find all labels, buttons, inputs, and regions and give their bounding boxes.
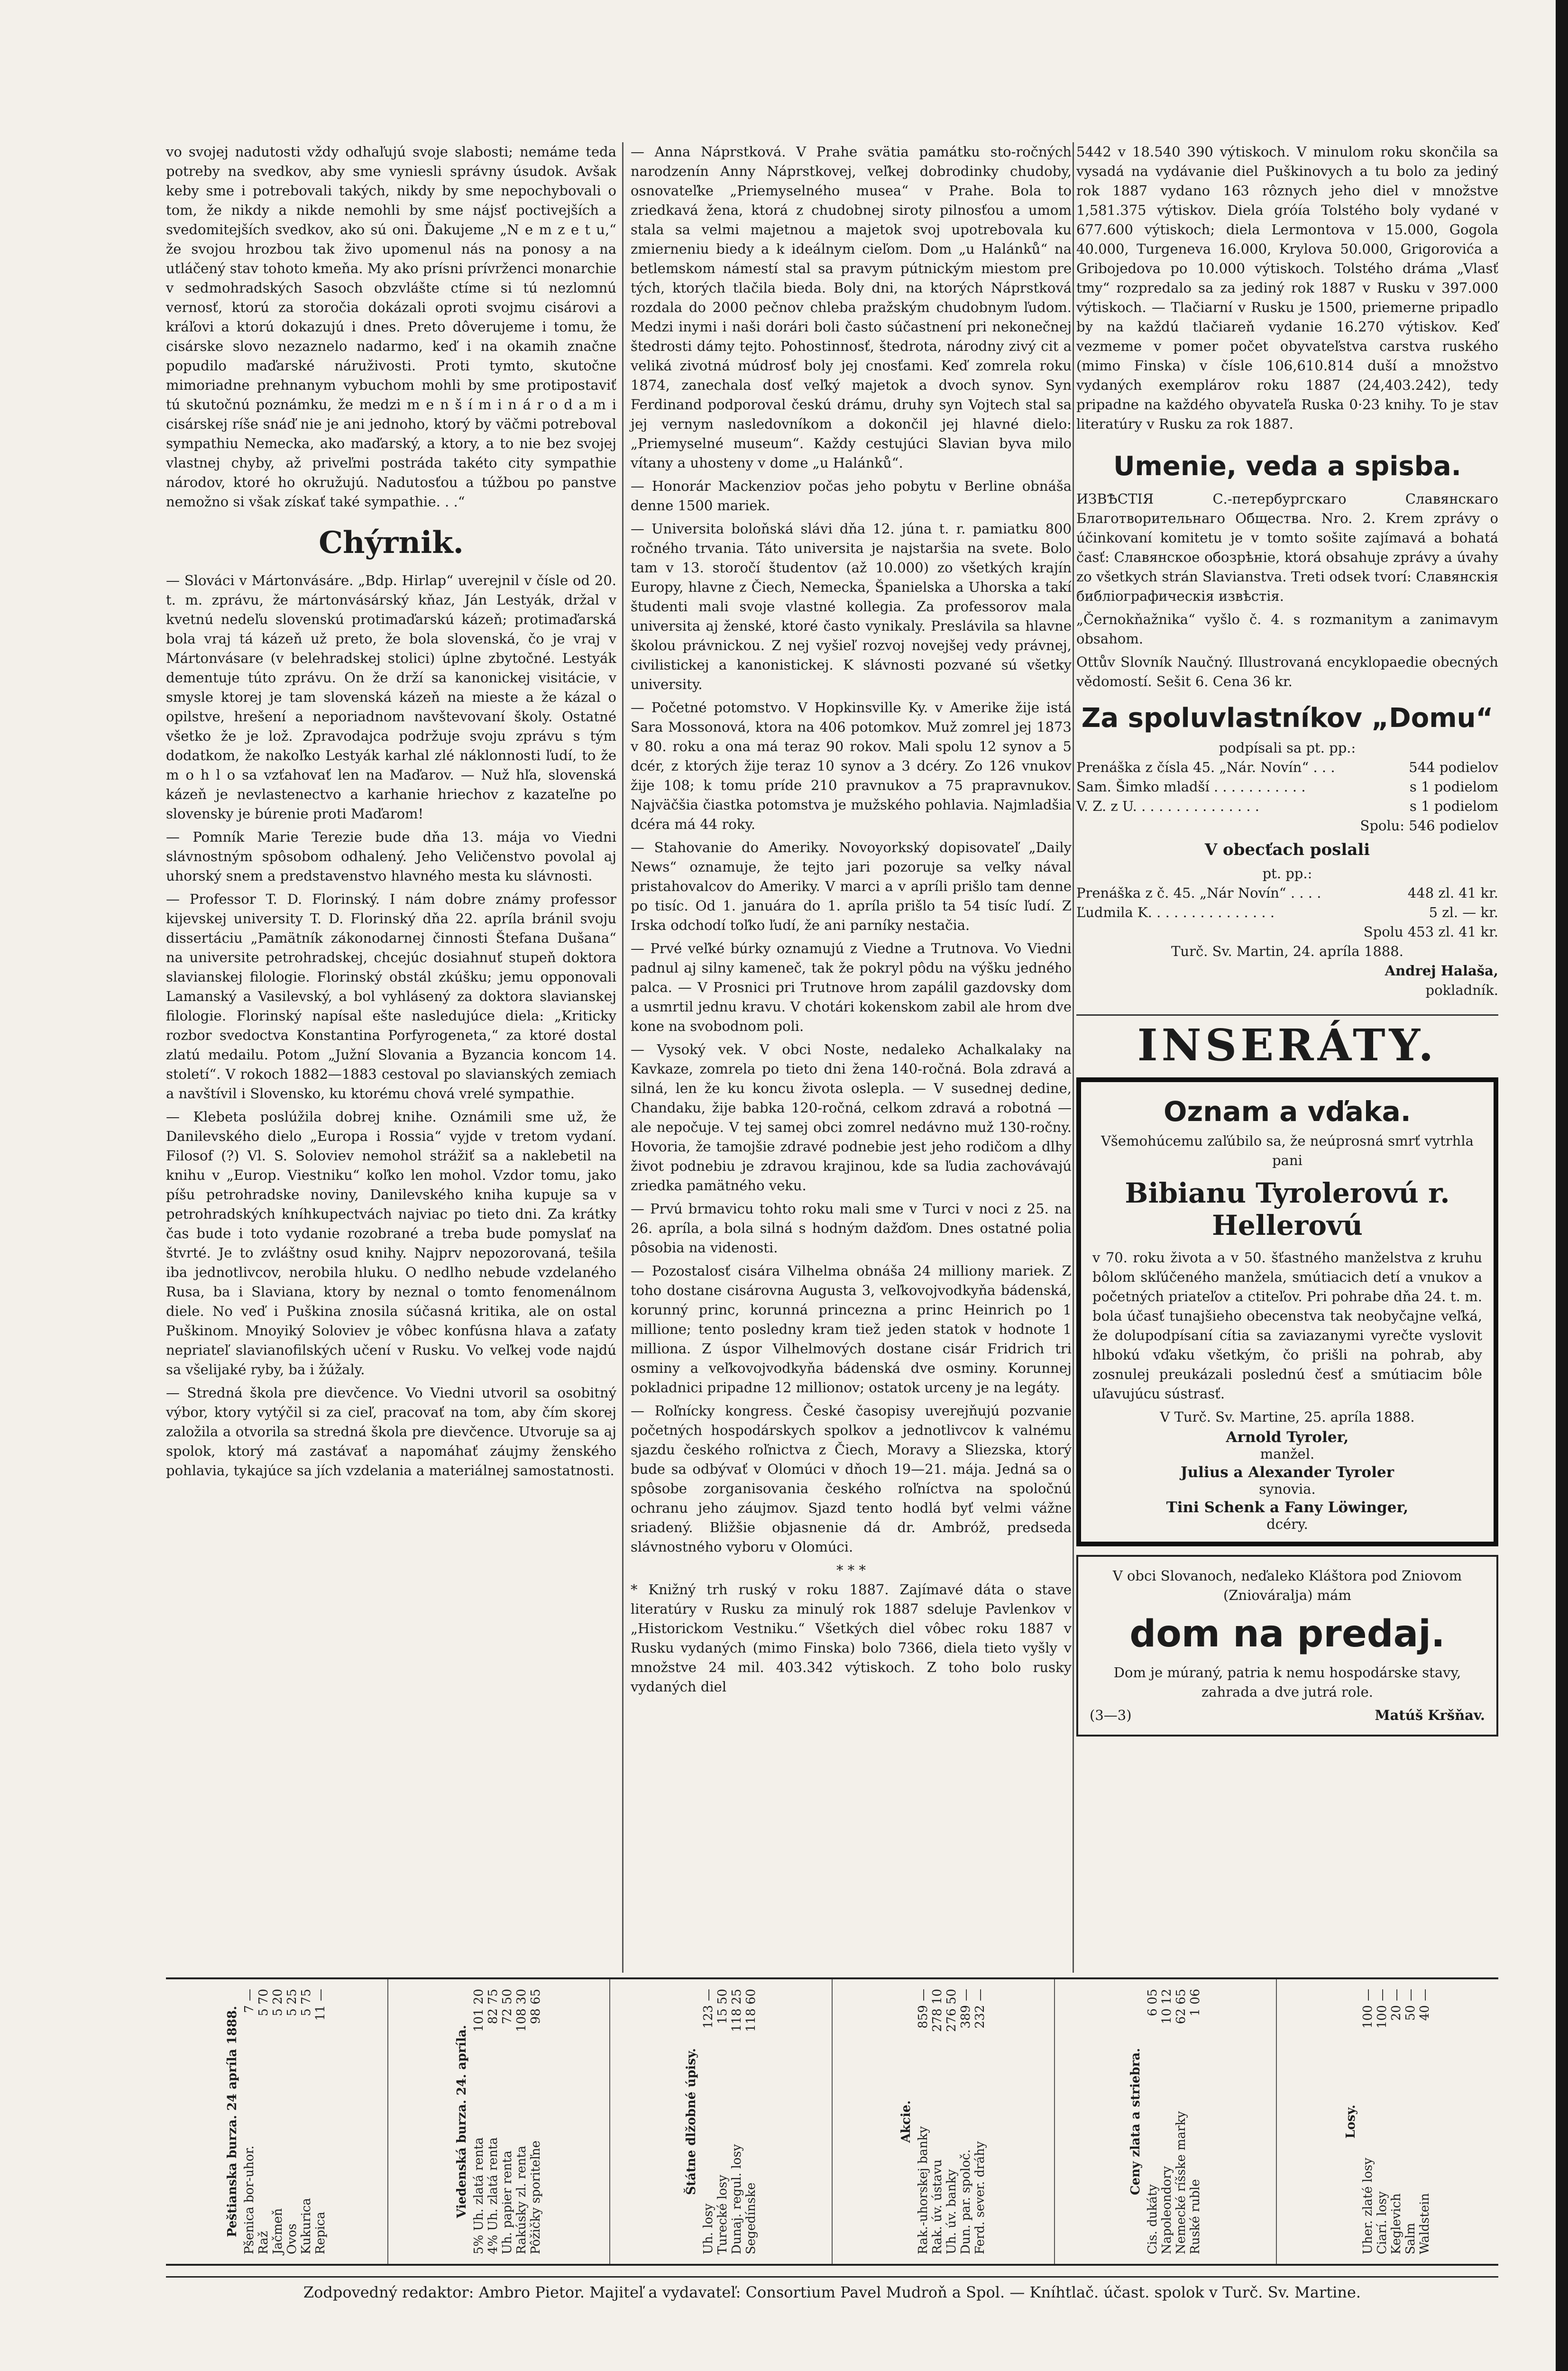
market-row [1418, 1989, 1432, 2254]
advert-name: Bibianu Tyrolerovú r. Hellerovú [1125, 1177, 1450, 1241]
list-item [1076, 777, 1498, 797]
news-item: — Slováci v Mártonvásáre. „Bdp. Hirlap“ uverejnil v čísle od 20. t. m. zprávu, že mártonvásárský kňaz, Ján Lestyák, držal v kvetnú nedeľu slovenskú protimaďarskú kázeň; protimaďarská bola vraj tá kázeň už preto, že bola slovenská, čo je vraj v Mártonvásare (v belehradskej stolici) úplne zbytočné. Lestyák dementuje túto zprávu. On že drží sa kanonickej visitácie, v smysle ktorej je tam slovenská kázeň na mieste a že kázal o opilstve, hrešení a neporiadnom navštevovaní školy. Ostatné všetko že je lož. Zpravodajca podržuje svoju zprávu s tým dodatkom, že nakoľko Lestyák karhal zlé náklonnosti ľudí, to že m o h l o sa vzťahovať len na Maďarov. — Nuž hľa, slovenská kázeň je nevlastenectvo a karhanie hriechov z kazateľne po slovensky je búrenie proti Maďarom! [166, 572, 616, 822]
market-row-label: Ovos [285, 2224, 300, 2254]
news-item: — Professor T. D. Florinský. I nám dobre známy professor kijevskej university T. D. Florinský dňa 22. apríla bránil svoju dissertáciu „Pamätník zákonodarnej činnosti Štefana Dušana“ na universite petrohradskej, chcejúc dosiahnuť stupeň doktora slavianskej filologie. Florinský obstál zkúšku; jemu opponovali Lamanský a Vasilevský, a bol vyhlásený za doktora slavianskej filologie. Florinský napísal ešte nasledujúce diela: „Kriticky rozbor svedoctva Konstantina Porfyrogeneta,“ za ktoré dostal zlatú medailu. Potom „Južní Slovania a Byzancia koncom 14. století“. V rokoch 1882—1883 cestoval po slavianských zemiach a navštívil i Slovensko, ku ktorému chová vrelé sympathie. [166, 891, 616, 1102]
market-column-title: Štátne dlžobné úpisy. [684, 2048, 698, 2195]
advert-signer: Julius a Alexander Tyroler [1180, 1464, 1394, 1481]
column-middle [631, 142, 1072, 1700]
total: Spolu: 546 podielov [1360, 818, 1498, 834]
row-value: 448 zl. 41 kr. [1407, 885, 1498, 901]
advert-signer-role: manžel. [1260, 1446, 1315, 1462]
section-heading-dom: Za spoluvlastníkov „Domu“ [1081, 703, 1494, 734]
review-item: Ottův Slovník Naučný. Illustrovaná encyklopaedie obecných vědomostí. Sešit 6. Cena 36 kr. [1076, 654, 1498, 689]
market-column [1277, 1979, 1498, 2264]
section-heading-inseraty: INSERÁTY. [1076, 1014, 1498, 1071]
market-row-value: 82 75 [486, 1989, 500, 2024]
column-rule [622, 142, 624, 1973]
market-row-value: 20 — [1389, 1989, 1403, 2021]
list-item [1076, 903, 1498, 922]
advert-intro: Všemohúcemu zaľúbilo sa, že neúprosná smrť vytrhla pani [1101, 1133, 1474, 1168]
market-row [1389, 1989, 1403, 2254]
market-row-label: Turecké losy [715, 2175, 730, 2254]
market-row-label: Ferd. sever. dráhy [973, 2141, 988, 2254]
market-row-value: 100 — [1375, 1989, 1389, 2029]
market-row-value: 276 50 [944, 1989, 959, 2032]
market-column-title: Ceny zlata a striebra. [1128, 2048, 1143, 2196]
signer: Andrej Halaša, [1385, 963, 1498, 979]
page-edge [1556, 0, 1568, 2371]
column-right [1076, 142, 1498, 1737]
market-row [744, 1989, 758, 2254]
market-row [973, 1989, 987, 2254]
market-row-label: Rakúsky zl. renta [514, 2145, 529, 2254]
market-row-label: Repica [313, 2212, 328, 2254]
market-row-value: 118 60 [743, 1989, 758, 2032]
news-item: * Knižný trh ruský v roku 1887. Zajímavé dáta o stave literatúry v Rusku za minulý rok 1887 sdeluje Pavlenkov v „Historickom Vestniku.“ Všetkých diel vôbec roku 1887 v Rusku vydaných (mimo Finska) bolo 7366, diela tieto vyšly v množstve 24 mil. 403.342 výtiskoch. Z toho bolo rusky vydaných diel [631, 1581, 1072, 1695]
market-row-label: Waldstein [1417, 2193, 1432, 2254]
market-row-value: 62 65 [1174, 1989, 1189, 2024]
market-row [1174, 1989, 1188, 2254]
news-item: — Prvú brmavicu tohto roku mali sme v Turci v noci z 25. na 26. apríla, a bola silná s hodným dažďom. Dnes ostatné polia pôsobia na videnosti. [631, 1201, 1072, 1256]
dateline: Turč. Sv. Martin, 24. apríla 1888. [1171, 943, 1403, 959]
market-row-label: Dunaj. regul. losy [729, 2144, 744, 2254]
separator-stars: * * * [836, 1562, 866, 1578]
market-row-value: 10 12 [1160, 1989, 1174, 2024]
news-item: — Klebeta poslúžila dobrej knihe. Oznámili sme už, že Danilevského dielo „Europa i Rossia“ vyjde v tretom vydaní. Filosof (?) Vl. S. Soloviev nemohol strážiť sa a naklebetil na knihu v „Europ. Viestniku“ koľko len mohol. Vzdor tomu, jako píšu petrohradske noviny, Danilevského kniha kupuje sa v petrohradských kníhkupectvách najviac po tieto dni. Za krátky čas bude i toto vydanie rozobrané a treba bude pomyslať na štvrté. Je to zvláštny osud knihy. Najprv nepozorovaná, tešila iba jednotlivcov, nerobila hluku. O nedlho nebude vzdelaného Rusa, ba i Slaviana, ktory by neznal o tomto fenomenálnom diele. No veď i Puškina znosila súčasná kritika, ale on ostal Puškinom. Mnoyiký Soloviev je vôbec konfúsna hlava a zaťaty nepriateľ slavianofilských učení v Rusku. Vo veľkej vode najdú sa všelijaké ryby, ba i žúžaly. [166, 1109, 616, 1378]
market-row-value: 100 — [1360, 1989, 1375, 2029]
market-row [257, 1989, 271, 2254]
market-column-inner [1344, 1989, 1432, 2254]
section-heading-chyrnik: Chýrnik. [319, 525, 464, 561]
news-item: — Stredná škola pre dievčence. Vo Viedni utvoril sa osobitný výbor, ktory vytýčil si za cieľ, pracovať na tom, aby čím skorej založila a otvorila sa stredná škola pre dievčence. Utvoruje sa aj spolok, ktorý má zastávať a napomáhať záujmy ženského pohlavia, tykajúce sa jích vzdelania a materiálnej samostatnosti. [166, 1385, 616, 1479]
market-column [610, 1979, 833, 2264]
row-value: s 1 podielom [1409, 779, 1498, 795]
market-row [1361, 1989, 1375, 2254]
market-row [1403, 1989, 1418, 2254]
market-row [472, 1989, 486, 2254]
market-row-label: Cis. dukáty [1146, 2184, 1160, 2254]
list-item [1076, 758, 1498, 777]
market-row-value: 40 — [1417, 1989, 1432, 2021]
row-label: Prenáška z čísla 45. „Nár. Novín“ . . . [1076, 759, 1335, 775]
row-value: s 1 podielom [1409, 798, 1498, 814]
market-row-label: Napoleondory [1160, 2166, 1174, 2254]
market-row-value: 5 70 [257, 1989, 271, 2016]
news-item: — Roľnícky kongress. České časopisy uverejňujú pozvanie početných hospodárskych spolkov a jednotlivcov k valnému sjazdu českého roľnictva z Čiech, Moravy a Sliezska, ktorý bude sa odbývať v Olomúci v dňoch 19—21. mája. Jedná sa o spôsobe zorganisovania českého roľníctva na spoločnú ochranu jeho záujmov. Sjazd tento hodlá byť velmi vážne sriadený. Bližšie objasnenie dá dr. Ambróž, predseda slávnostného vyboru v Olomúci. [631, 1403, 1072, 1555]
row-label: V. Z. z U. . . . . . . . . . . . . . . [1076, 798, 1259, 814]
market-row-label: Pšenica bor-uhor. [242, 2145, 257, 2254]
market-column-inner [899, 1989, 987, 2254]
market-row [285, 1989, 299, 2254]
subheading: podpísali sa pt. pp.: [1219, 740, 1356, 756]
market-row [514, 1989, 529, 2254]
row-value: 544 podielov [1409, 759, 1498, 775]
market-row [242, 1989, 257, 2254]
advert-text: v 70. roku života a v 50. šťastného manželstva z kruhu bôlom skľúčeného manžela, smútiacich detí a vnukov a početných priateľov a ctiteľov. Pri pohrabe dňa 24. t. m. bola účasť tunajšieho obecenstva tak neobyčajne veľká, že dolupodpísaní cítia sa zaviazanymi vyrečte vyslovit hlbokú vďaku všetkým, čo prišli na pohrab, aby zosnulej preukázali poslednú česť a smútiacim bôle uľavujúcu sústrasť. [1092, 1250, 1482, 1402]
market-row-label: 4% Uh. zlatá renta [486, 2137, 500, 2254]
market-row-value: 72 50 [500, 1989, 514, 2024]
market-row [299, 1989, 313, 2254]
market-row [313, 1989, 328, 2254]
market-column-inner [455, 1989, 543, 2254]
market-row [1188, 1989, 1202, 2254]
market-row-value: 7 — [242, 1989, 257, 2013]
market-row-label: Ruské ruble [1188, 2179, 1203, 2254]
market-column-inner [225, 1989, 328, 2254]
market-column-inner [684, 1989, 758, 2254]
market-row [916, 1989, 930, 2254]
row-label: Prenáška z č. 45. „Nár Novín“ . . . . [1076, 885, 1321, 901]
market-row-value: 232 — [973, 1989, 988, 2029]
market-row [715, 1989, 730, 2254]
list-item [1076, 883, 1498, 903]
market-row-value: 15 50 [715, 1989, 730, 2024]
article-continuation: 5442 v 18.540 390 výtiskoch. V minulom roku skončila sa vysadá na vydávanie diel Puškinovych a tu bolo za jediný rok 1887 vydano 163 rôznych jeho diel v množstve 1,581.375 výtiskov. Diela gróía Tolstého boly vydané v 677.600 výtiskoch; diela Lermontova v 15.000, Gogola 40.000, Turgeneva 16.000, Krylova 50.000, Grigorovića a Gribojedova po 10.000 výtiskoch. Tolstého dráma „Vlasť tmy“ rozpredalo sa za jediný rok 1887 v Rusku v 397.000 výtiskoch. — Tlačiarní v Rusku je 1500, priemerne pripadlo by na každú tlačiareň vydanie 16.270 výtiskov. Keď vezmeme v pomer počet obyvateľstva carstva ruského (mimo Finska) v čísle 106,610.814 duší a množstvo vydaných exemplárov roku 1887 (24,403.242), tedy pripadne na každého obyvateľa Ruska 0·23 knihy. To je stav literatúry v Rusku za rok 1887. [1076, 144, 1498, 432]
advert-date: V Turč. Sv. Martine, 25. apríla 1888. [1160, 1409, 1415, 1425]
market-row-value: 123 — [701, 1989, 715, 2029]
market-row-label: Rak.-uhorskej banky [916, 2126, 931, 2254]
market-row-value: 6 05 [1146, 1989, 1160, 2016]
advert-number: (3—3) [1090, 1707, 1132, 1723]
advert-signer: Arnold Tyroler, [1226, 1429, 1349, 1446]
market-column [833, 1979, 1055, 2264]
market-row-value: 859 — [916, 1989, 931, 2029]
market-row [529, 1989, 543, 2254]
column-rule [1073, 142, 1074, 1973]
market-row [1160, 1989, 1174, 2254]
market-row [930, 1989, 944, 2254]
news-item: — Početné potomstvo. V Hopkinsville Ky. v Amerike žije istá Sara Mossonová, ktora na 406 potomkov. Muž zomrel jej 1873 v 80. roku a ona má teraz 90 rokov. Mali spolu 12 synov a 5 dcér, z ktorých žije teraz 10 synov a 3 dcéry. Zo 126 vnukov žije 108; k tomu príde 210 pravnukov a 75 prapravnukov. Najväčšia čiastka potomstva je mužského pohlavia. Najmladšia dcéra má 44 roky. [631, 699, 1072, 832]
section-heading-umenie: Umenie, veda a spisba. [1113, 451, 1461, 482]
advert-text: Dom je múraný, patria k nemu hospodárske stavy, zahrada a dve jutrá role. [1113, 1664, 1461, 1700]
market-row-label: Rak. úv. ústavu [930, 2159, 945, 2254]
market-row-value: 5 20 [271, 1989, 285, 2016]
market-column-title: Viedenská burza. 24. apríla. [455, 2025, 469, 2218]
row-label: Sam. Šimko mladší . . . . . . . . . . . [1076, 779, 1306, 795]
market-row-label: Segedínske [743, 2182, 758, 2254]
advert-signer-role: dcéry. [1266, 1516, 1308, 1532]
market-row-value: 389 — [959, 1989, 973, 2029]
market-column [166, 1979, 388, 2264]
market-row-label: Raž [257, 2231, 271, 2254]
news-item: — Honorár Mackenziov počas jeho pobytu v Berline obnáša denne 1500 mariek. [631, 478, 1072, 514]
news-item: — Pozostalosť cisára Vilhelma obnáša 24 milliony mariek. Z toho dostane cisárovna Augusta 3, veľkovojvodkyňa bádenská, korunný princ, korunná princezna a princ Heinrich po 1 millione; tento posledny kram tiež jeden statok v hodnote 1 milliona. Z úspor Vilhelmových dostane cisár Fridrich tri osminy a veľkovojvodkyňa bádenská dve osminy. Korunnej pokladnici pripadne 12 millionov; ostatok urceny je na legáty. [631, 1263, 1072, 1396]
review-item: ИЗВѢСТІЯ С.-петербургскаго Славянскаго Благотворительнаго Общества. Nro. 2. Krem zprávy o účinkovaní komitetu je v tomto sošite zajímavá a bohatá časť: Славянское обозрѣніе, ktorá obsahuje zprávy a úvahy zo všetkych strán Slavianstva. Treti odsek tvorí: Славянскія библіографическія извѣстія. [1076, 491, 1498, 604]
market-row [1146, 1989, 1160, 2254]
market-row-label: Ciarí. losy [1375, 2191, 1389, 2254]
market-row [944, 1989, 959, 2254]
advert-signer-role: synovia. [1259, 1481, 1316, 1497]
advert-footer [1090, 1706, 1485, 1725]
market-row [271, 1989, 285, 2254]
row-label: Ľudmila K. . . . . . . . . . . . . . . [1076, 904, 1275, 920]
subheading-obecta: V obecťach poslali [1204, 840, 1370, 859]
advert-obituary [1076, 1077, 1498, 1546]
article-paragraph: vo svojej nadutosti vždy odhaľujú svoje slabosti; nemáme teda potreby na svedkov, aby sme vyniesli správny úsudok. Avšak keby sme i potrebovali takých, nikdy by sme nepochybovali o tom, že nikdy a nikde nemohli by sme nájsť poctivejších a svedomitejších svedkov, ako sú oni. Ďakujeme „N e m z e t u,“ že svojou hrozbou tak živo upomenul nás na ponosy a na utláčený stav tohoto kmeňa. My ako prísni prívrženci monarchie v sedmohradských Sasoch obzvlášte ctíme si tú nezlomnú vernosť, ktorú za storočia dokázali oproti svojmu cisárovi a kráľovi a ktorú dokazujú i dnes. Preto dôverujeme i tomu, že cisárske slovo nezaznelo nadarmo, keď i na okamih značne popudilo maďarské náruživosti. Proti tymto, skutočne mimoriadne prehnanym vybuchom mohli by sme protipostaviť tú skutočnú poznámku, že medzi m e n š í m i n á r o d a m i cisárskej ríše snáď nie je ani jednoho, ktorý by väčmi potreboval sympathiu Nemecka, ako maďarský, a ktory, a to nie bez svojej vlastnej chyby, až priveľmi postráda takéto city sympathie národov, ktoré ho okružujú. Nadutosťou a túžbou po panstve nemožno si však získať také sympathie. . .“ [166, 144, 616, 510]
row-value: 5 zl. — kr. [1429, 904, 1498, 920]
news-item: — Prvé veľké búrky oznamujú z Viedne a Trutnova. Vo Viedni padnul aj silny kameneč, tak že pokryl pôdu na výšku jedného palca. — V Prosnici pri Trutnove hrom zapálil gazdovsky dom a usmrtil jednu kravu. V chotári kokenskom zabil ale hrom dve kone na svobodnom poli. [631, 940, 1072, 1034]
news-item: — Vysoký vek. V obci Noste, nedaleko Achalkalaky na Kavkaze, zomrela po tieto dni žena 140-ročná. Bola zdravá a silná, len že ku koncu života oslepla. — V susednej dedine, Chandaku, žije babka 120-ročná, celkom zdravá a robotná — ale nepočuje. V tej samej obci zomrel nedávno muž 130-ročny. Hovoria, že tamojšie zdravé podnebie jest jeho rodičom a dlhy život podnebiu je zdravou krajinou, kde sa ľudia zachovávajú zriedka pamätného veku. [631, 1041, 1072, 1194]
market-row-value: 118 25 [729, 1989, 744, 2032]
market-row-label: Uh. papier renta [500, 2150, 514, 2254]
market-row-value: 108 30 [514, 1989, 529, 2032]
list-item [1076, 797, 1498, 816]
market-row-label: Dun. par. spoloč. [959, 2149, 973, 2254]
advert-signer: Matúš Kršňav. [1375, 1707, 1485, 1723]
signer-role: pokladník. [1425, 982, 1498, 998]
market-row-value: 1 06 [1188, 1989, 1203, 2016]
market-row [1375, 1989, 1389, 2254]
market-row-value: 5 75 [299, 1989, 314, 2016]
total: Spolu 453 zl. 41 kr. [1363, 924, 1498, 940]
advert-big-title: dom na predaj. [1129, 1613, 1445, 1655]
market-row-label: 5% Uh. zlatá renta [472, 2137, 486, 2254]
market-row-label: Uh. úv. banky [944, 2169, 959, 2254]
news-item: — Pomník Marie Terezie bude dňa 13. mája vo Viedni slávnostným spôsobom odhalený. Jeho Veličenstvo povolal aj uhorský snem a predstavenstvo hlavného mesta ku slávnosti. [166, 829, 616, 884]
market-row-label: Kukurica [299, 2198, 314, 2254]
imprint-footer: Zodpovedný redaktor: Ambro Pietor. Majiteľ a vydavateľ: Consortium Pavel Mudroň a Spol. — Kníhtlač. účast. spolok v Turč. Sv. Martine. [166, 2276, 1498, 2301]
column-left [166, 142, 616, 1484]
market-column-title: Peštianska burza. 24 apríla 1888. [225, 2006, 240, 2237]
market-column-inner [1128, 1989, 1202, 2254]
market-row-value: 5 25 [285, 1989, 300, 2016]
news-item: — Anna Náprstková. V Prahe svätia památku sto-ročných narodzenín Anny Náprstkovej, veľkej dobrodinky chudoby, osnovateľke „Priemyselného musea“ v Prahe. Bola to zriedkavá žena, ktorá z chudobnej siroty pilnosťou a umom stala sa velmi majetnou a majetok svoj upotrebovala ku zmierneniu biedy a k ideálnym cieľom. Dom „u Halánků“ na betlemskom námestí stal sa pravym pútnickým miestom pre tých, ktorých tlačila bieda. Boly dni, na ktorých Náprstková rozdala do 2000 pečnov chleba pražským chudobnym ľudom. Medzi inymi i naši dorári boli často súčastnení pri nekonečnej štedrosti dámy tejto. Pohostinnosť, štedrota, národny zivý cit a veliká zivotná múdrosť boly jej cnosťami. Keď zomrela roku 1874, zanechala dosť veľký majetok a dvoch synov. Syn Ferdinand podporoval českú drámu, druhy syn Vojtech stal sa jej vernym nasledovníkom a dokončil jej hlavné dielo: „Priemyselné museum“. Každy cestujúci Slavian byva milo vítany a uhosteny v dome „u Halánků“. [631, 144, 1072, 471]
news-item: — Stahovanie do Ameriky. Novoyorkský dopisovateľ „Daily News“ oznamuje, že tejto jari pozoruje sa veľky nával pristahovalcov do Ameriky. V marci a v apríli prišlo tam denne po tisíc. Od 1. januára do 1. apríla prišlo ta 54 tisíc ľudí. Z Irska odchodí toľko ľudí, že ani parníky nestačia. [631, 839, 1072, 933]
market-row [486, 1989, 500, 2254]
market-row-value: 278 10 [930, 1989, 945, 2032]
market-row [701, 1989, 715, 2254]
market-column [388, 1979, 611, 2264]
advert-house-sale [1076, 1555, 1498, 1737]
market-row-label: Jačmeň [271, 2208, 285, 2254]
market-row-label: Nemecké ríšske marky [1174, 2111, 1189, 2254]
market-row [500, 1989, 514, 2254]
market-row [730, 1989, 744, 2254]
market-row-label: Keglevich [1389, 2193, 1403, 2254]
market-column-title: Akcie. [899, 2100, 914, 2143]
market-row-label: Pôžičky sporiteľne [529, 2140, 543, 2254]
market-row-label: Uher. zlaté losy [1360, 2158, 1375, 2254]
news-item: — Universita boloňská slávi dňa 12. júna t. r. pamiatku 800 ročného trvania. Táto universita je najstaršia na svete. Bolo tam v 13. storočí študentov (až 10.000) zo všetkých krajín Europy, hlavne z Čiech, Nemecka, Španielska a Uhorska a takí študenti mali svoje vlastné kollegia. Za professorov mala universita aj ženské, ktoré často vynikaly. Preslávila sa hlavne školou právnickou. Z nej vyšieľ rozvoj novejšej vedy právnej, civilistickej a kanonistickej. K slávnosti pozvané sú všetky university. [631, 521, 1072, 692]
subheading: pt. pp.: [1262, 865, 1312, 882]
market-column [1055, 1979, 1277, 2264]
market-row-value: 98 65 [529, 1989, 543, 2024]
advert-title: Oznam a vďaka. [1164, 1095, 1411, 1128]
market-row-label: Salm [1403, 2223, 1418, 2254]
market-row [959, 1989, 973, 2254]
market-row-value: 11 — [313, 1989, 328, 2021]
market-column-title: Losy. [1343, 2104, 1358, 2139]
market-table [166, 1977, 1498, 2266]
market-row-value: 50 — [1403, 1989, 1418, 2021]
review-item: „Černokňažnika“ vyšlo č. 4. s rozmanitym a zanimavym obsahom. [1076, 611, 1498, 647]
advert-intro: V obci Slovanoch, neďaleko Kláštora pod Zniovom (Zniováralja) mám [1112, 1568, 1462, 1603]
market-row-label: Uh. losy [701, 2203, 715, 2254]
market-row-value: 101 20 [472, 1989, 486, 2032]
advert-signer: Tini Schenk a Fany Löwinger, [1166, 1499, 1409, 1516]
